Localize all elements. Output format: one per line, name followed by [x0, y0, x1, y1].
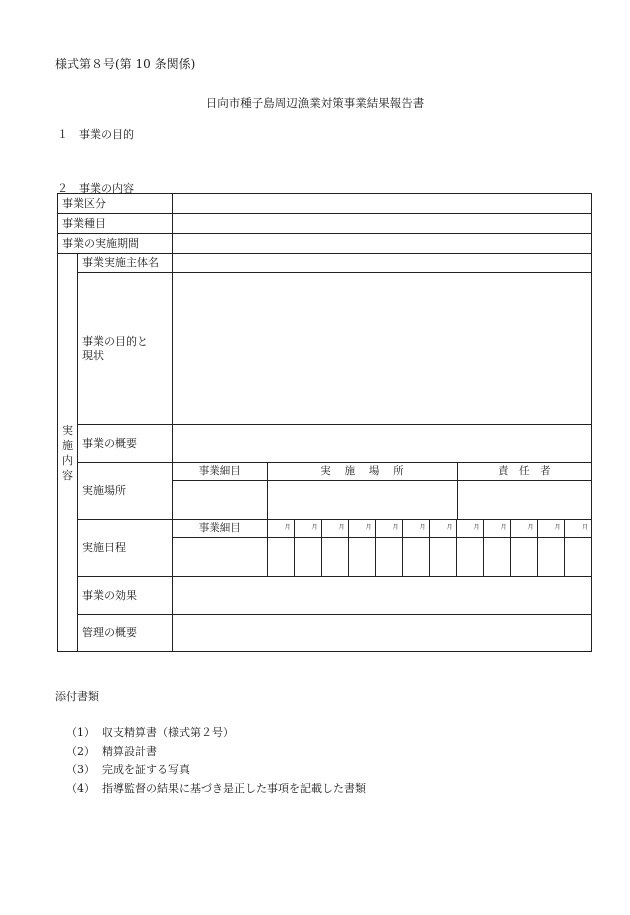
schedule-subtable-cell [173, 520, 592, 577]
row-label-actor: 事業実施主体名 [78, 254, 173, 273]
month-label: 月 [321, 520, 348, 537]
implementation-group-label: 実 施 内 容 [58, 254, 78, 652]
month-field[interactable] [510, 537, 537, 576]
row-label-period: 事業の実施期間 [58, 234, 173, 254]
place-subtable [173, 463, 591, 519]
month-label: 月 [537, 520, 564, 537]
actor-field[interactable] [173, 254, 592, 273]
month-label: 月 [294, 520, 321, 537]
place-header-detail: 事業細目 [173, 463, 267, 480]
table-row [58, 577, 592, 615]
list-item: （3） 完成を証する写真 [66, 763, 190, 776]
month-field[interactable] [267, 537, 294, 576]
month-label: 月 [456, 520, 483, 537]
row-label-schedule: 実施日程 [78, 520, 173, 577]
month-label: 月 [510, 520, 537, 537]
month-label: 月 [402, 520, 429, 537]
month-label: 月 [348, 520, 375, 537]
row-label-management: 管理の概要 [78, 615, 173, 652]
table-row [58, 273, 592, 425]
table-row [58, 234, 592, 254]
effect-field[interactable] [173, 577, 592, 615]
overview-field[interactable] [173, 425, 592, 463]
month-label: 月 [267, 520, 294, 537]
table-row [58, 520, 592, 577]
table-row [58, 194, 592, 214]
attachments-list [66, 724, 366, 798]
place-detail-field[interactable] [173, 480, 267, 519]
period-field[interactable] [173, 234, 592, 254]
list-item: （1） 収支精算書（様式第２号） [66, 726, 234, 739]
month-field[interactable] [483, 537, 510, 576]
management-field[interactable] [173, 615, 592, 652]
month-field[interactable] [429, 537, 456, 576]
row-label-effect: 事業の効果 [78, 577, 173, 615]
form-number: 様式第８号(第 10 条関係) [55, 57, 196, 71]
row-label-place: 実施場所 [78, 463, 173, 520]
table-row [58, 425, 592, 463]
schedule-header-detail: 事業細目 [173, 520, 267, 537]
month-field[interactable] [294, 537, 321, 576]
place-header-person: 責 任 者 [457, 463, 591, 480]
project-content-table [57, 193, 592, 652]
table-row [58, 463, 592, 520]
month-label: 月 [375, 520, 402, 537]
month-field[interactable] [348, 537, 375, 576]
row-label-type: 事業種目 [58, 214, 173, 234]
purpose-field[interactable] [173, 273, 592, 425]
row-label-overview: 事業の概要 [78, 425, 173, 463]
schedule-detail-field[interactable] [173, 537, 267, 576]
place-header-place: 実 施 場 所 [267, 463, 457, 480]
category-field[interactable] [173, 194, 592, 214]
table-row [58, 615, 592, 652]
month-field[interactable] [402, 537, 429, 576]
place-subtable-cell [173, 463, 592, 520]
section-number: １ [57, 128, 68, 141]
schedule-subtable [173, 520, 591, 576]
month-label: 月 [483, 520, 510, 537]
month-field[interactable] [537, 537, 564, 576]
section-label: 事業の目的 [79, 128, 134, 141]
place-location-field[interactable] [267, 480, 457, 519]
list-item: （2） 精算設計書 [66, 744, 157, 758]
section-label: 事業の内容 [79, 182, 134, 195]
month-field[interactable] [564, 537, 591, 576]
section-number: ２ [57, 182, 68, 195]
list-item: （4） 指導監督の結果に基づき是正した事項を記載した書類 [66, 781, 366, 795]
row-label-purpose: 事業の目的と 現状 [78, 273, 173, 425]
table-row [58, 214, 592, 234]
section-purpose-heading [57, 126, 134, 142]
place-person-field[interactable] [457, 480, 591, 519]
row-label-category: 事業区分 [58, 194, 173, 214]
month-field[interactable] [375, 537, 402, 576]
month-field[interactable] [456, 537, 483, 576]
table-row [58, 254, 592, 273]
month-field[interactable] [321, 537, 348, 576]
month-label: 月 [564, 520, 591, 537]
attachments-heading: 添付書類 [55, 690, 99, 703]
month-label: 月 [429, 520, 456, 537]
document-title: 日向市種子島周辺漁業対策事業結果報告書 [205, 96, 425, 110]
type-field[interactable] [173, 214, 592, 234]
